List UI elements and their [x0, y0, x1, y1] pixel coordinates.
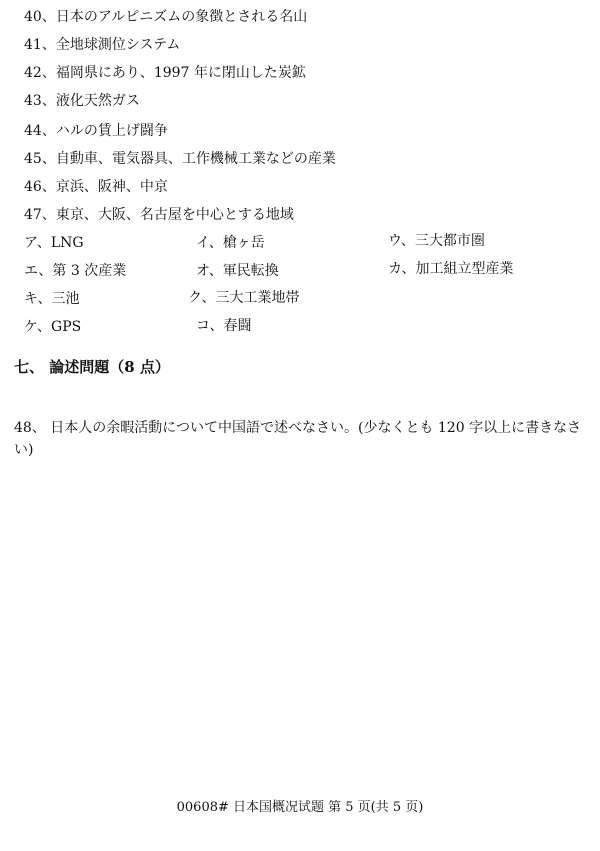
page-footer: 00608# 日本国概况试题 第 5 页(共 5 页) [176, 800, 424, 815]
question-42: 42、福岡県にあり、1997 年に閉山した炭鉱 [24, 65, 306, 81]
question-43: 43、液化天然ガス [24, 93, 140, 109]
option-o: オ、軍民転換 [196, 263, 279, 279]
question-45: 45、自動車、電気器具、工作機械工業などの産業 [24, 151, 336, 167]
question-44: 44、ハルの賃上げ闘争 [24, 123, 168, 139]
question-46: 46、京浜、阪神、中京 [24, 179, 168, 195]
section-heading: 七、 論述問題（8 点） [14, 358, 170, 376]
essay-question-48: 48、 日本人の余暇活動について中国語で述べなさい。(少なくとも 120 字以上に書きなさい) [14, 420, 582, 458]
question-40: 40、日本のアルピニズムの象徴とされる名山 [24, 9, 308, 25]
option-a: ア、LNG [24, 235, 84, 251]
option-u: ウ、三大都市圏 [388, 233, 485, 249]
option-ko: コ、春闘 [196, 318, 252, 334]
option-ki: キ、三池 [24, 291, 80, 307]
option-e: エ、第 3 次産業 [24, 263, 127, 279]
option-ka: カ、加工組立型産業 [388, 261, 514, 277]
option-ke: ケ、GPS [24, 319, 82, 335]
question-47: 47、東京、大阪、名古屋を中心とする地域 [24, 207, 294, 223]
question-41: 41、全地球測位システム [24, 37, 181, 53]
option-ku: ク、三大工業地帯 [188, 290, 300, 306]
option-i: イ、槍ヶ岳 [196, 235, 265, 251]
